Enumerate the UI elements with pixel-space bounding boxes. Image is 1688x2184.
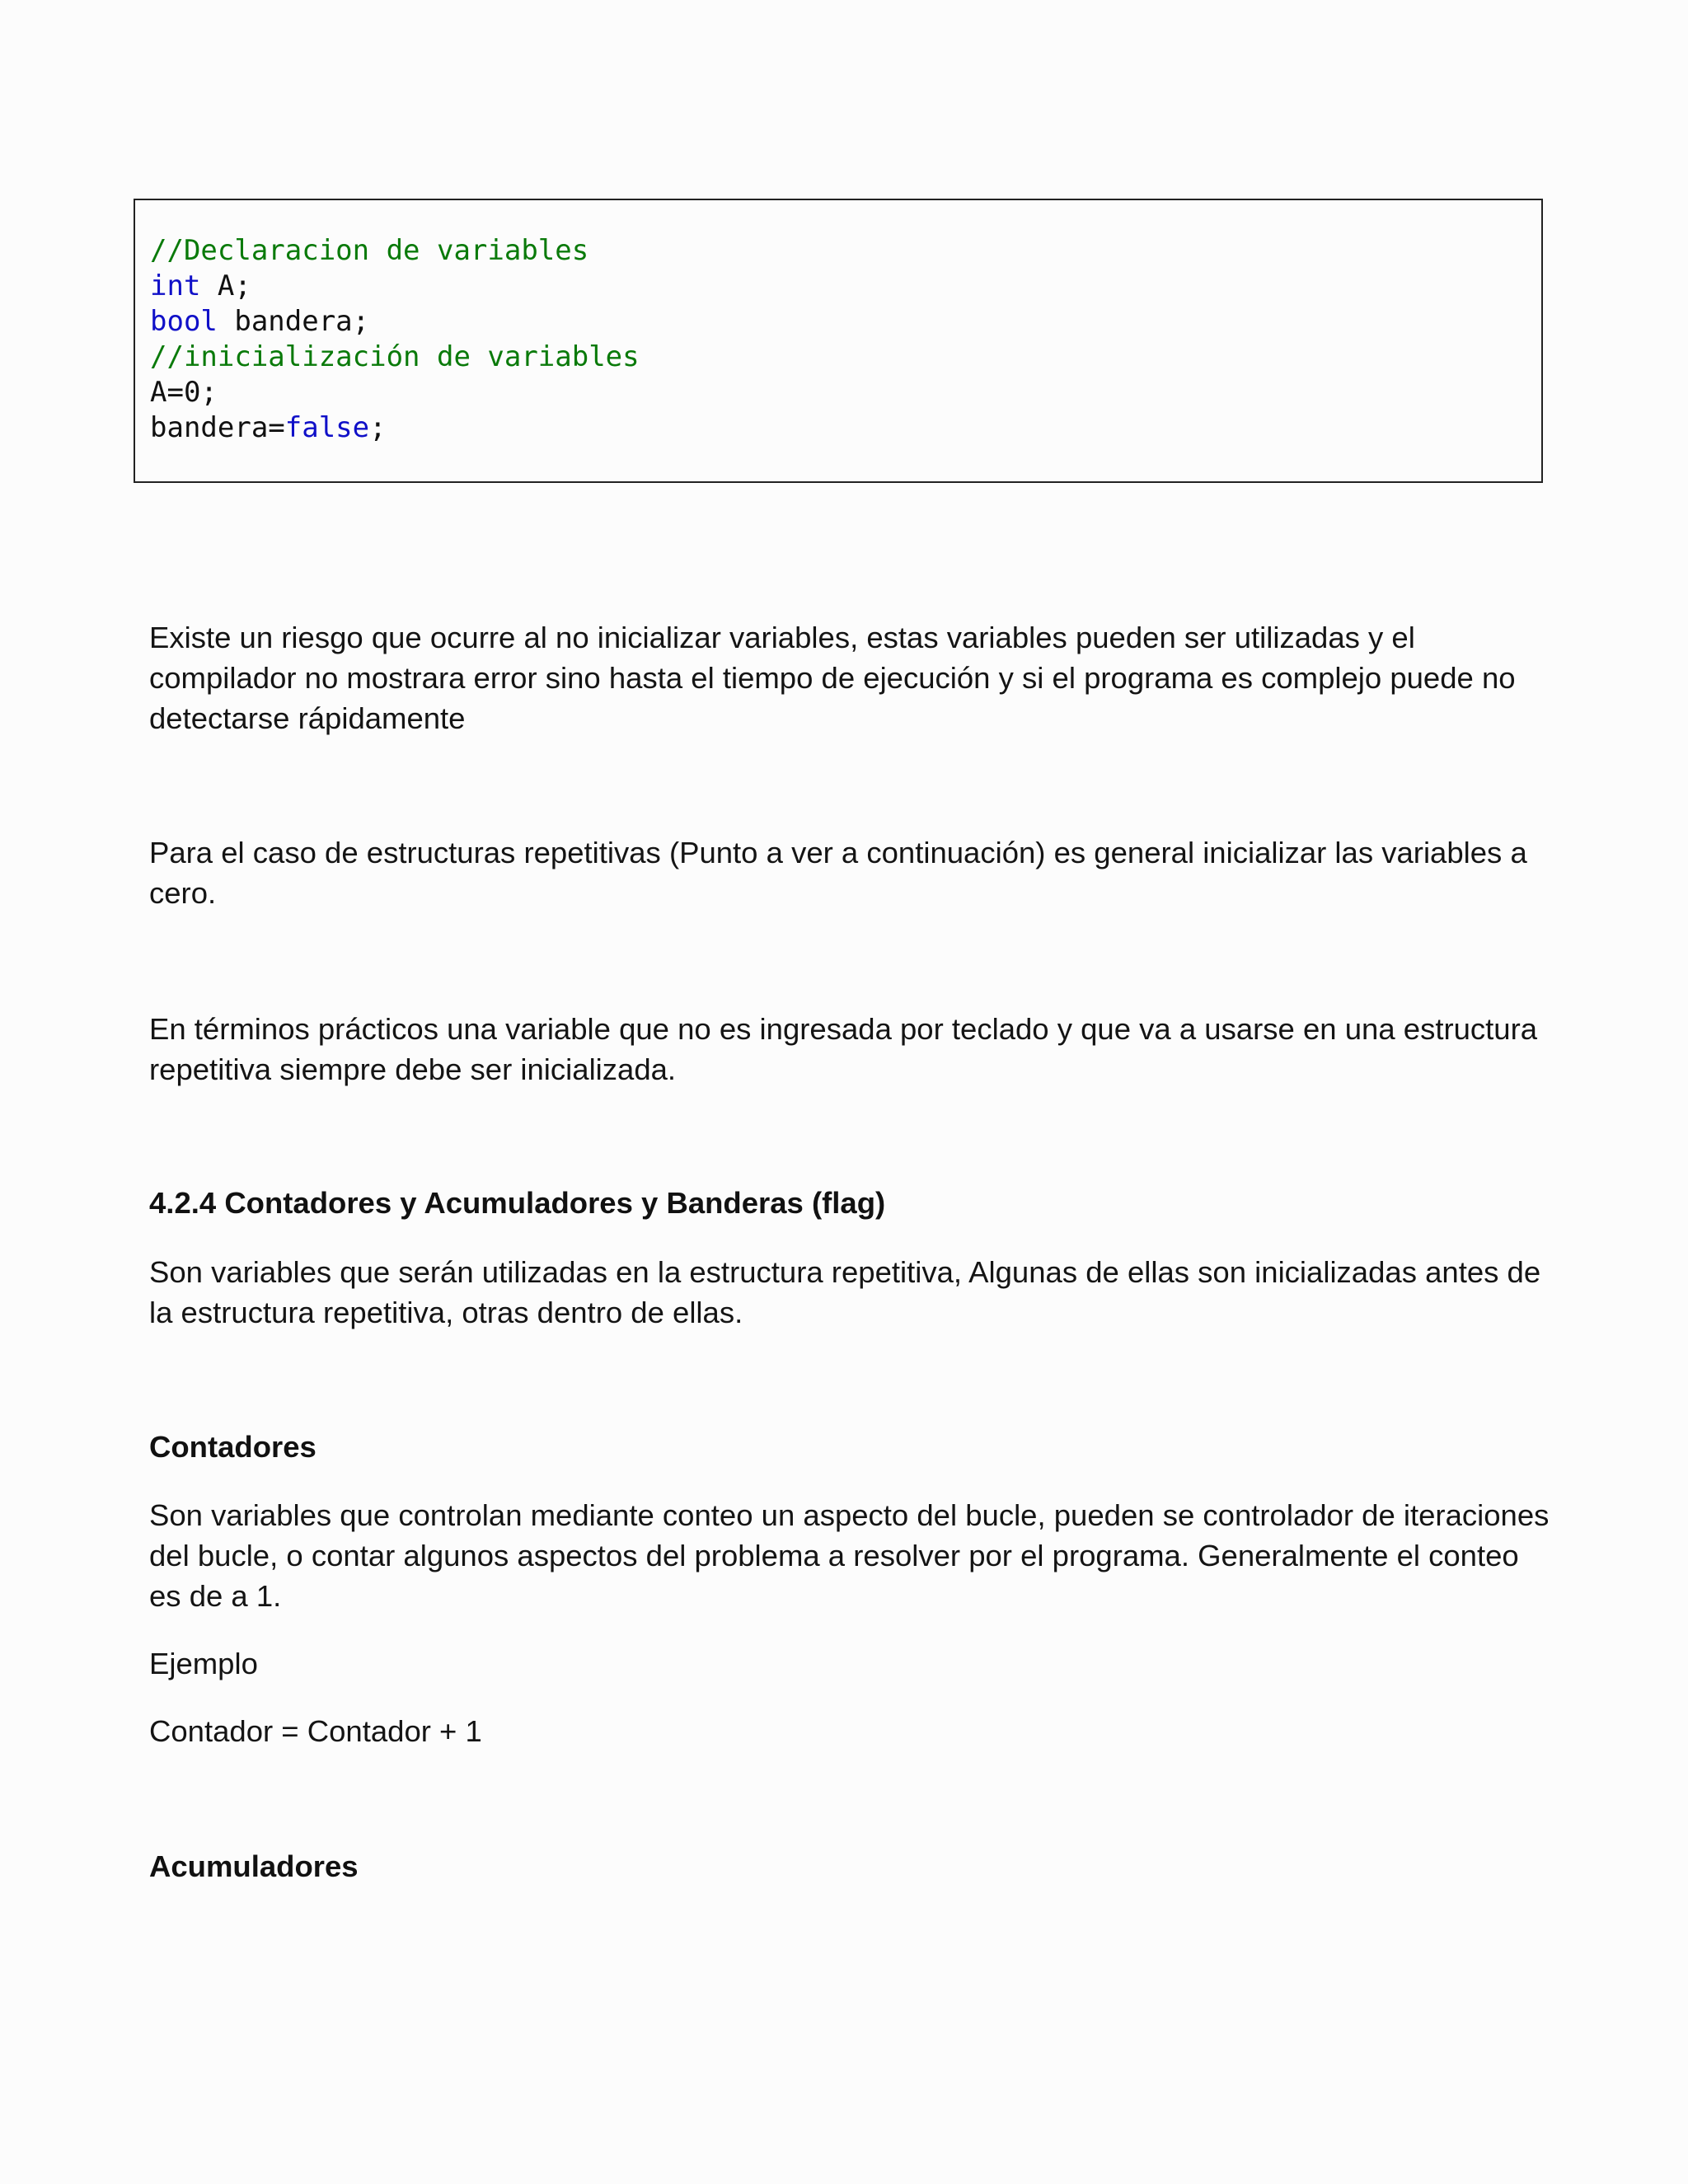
- paragraph-estructuras-repetitivas: Para el caso de estructuras repetitivas (Punto a ver a continuación) es general inicializar las variables a cero.: [149, 836, 1527, 910]
- heading-contadores: Contadores: [149, 1430, 316, 1464]
- code-token-text: A;: [200, 269, 251, 302]
- code-token-keyword: int: [150, 269, 201, 302]
- paragraph-contadores-desc: Son variables que controlan mediante conteo un aspecto del bucle, pueden se controlador de iteraciones del bucle, o contar algunos aspectos del problema a resolver por el programa. Generalmente el conteo es de a 1.: [149, 1498, 1550, 1613]
- paragraph-section-intro: Son variables que serán utilizadas en la estructura repetitiva, Algunas de ellas son inicializadas antes de la estructura repetitiva, otras dentro de ellas.: [149, 1255, 1541, 1329]
- code-line: [150, 340, 640, 375]
- code-token-text: bandera;: [217, 305, 370, 338]
- code-token-text: bandera=: [150, 411, 285, 444]
- code-line: [150, 410, 640, 446]
- code-lines: [150, 233, 640, 446]
- code-line: [150, 233, 640, 269]
- code-token-text: ;: [369, 411, 387, 444]
- code-token-keyword: bool: [150, 305, 218, 338]
- code-block: [134, 199, 1543, 483]
- code-token-keyword: false: [284, 411, 370, 444]
- code-line: [150, 304, 640, 340]
- heading-acumuladores: Acumuladores: [149, 1849, 359, 1883]
- code-token-text: A=0;: [150, 376, 218, 409]
- paragraph-terminos-practicos: En términos prácticos una variable que no es ingresada por teclado y que va a usarse en una estructura repetitiva siempre debe ser inicializada.: [149, 1012, 1538, 1086]
- code-line: [150, 269, 640, 304]
- ejemplo-label: Ejemplo: [149, 1647, 258, 1680]
- code-token-comment: //inicialización de variables: [150, 340, 640, 373]
- section-heading: 4.2.4 Contadores y Acumuladores y Banderas (flag): [149, 1186, 886, 1220]
- paragraph-riesgo: Existe un riesgo que ocurre al no inicializar variables, estas variables pueden ser utilizadas y el compilador no mostrara error sino hasta el tiempo de ejecución y si el programa es complejo puede no detectarse rápidamente: [149, 621, 1516, 735]
- ejemplo-code: Contador = Contador + 1: [149, 1714, 482, 1748]
- code-token-comment: //Declaracion de variables: [150, 234, 589, 267]
- code-line: [150, 375, 640, 410]
